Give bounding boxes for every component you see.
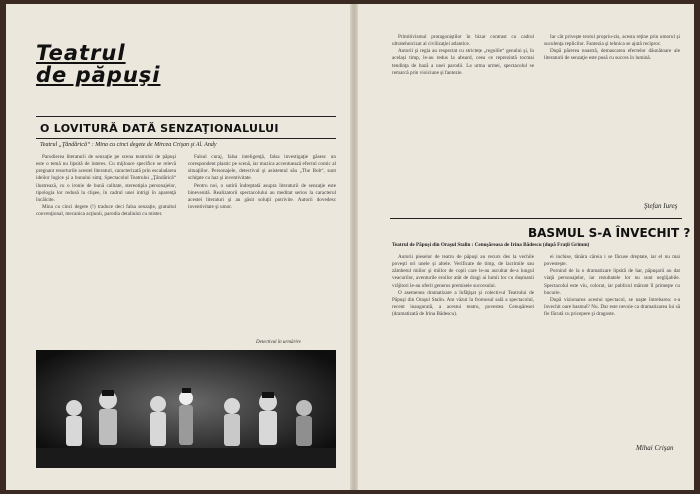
right-top-column-2 (544, 34, 680, 194)
paragraph: După părerea noastră, demascarea efectelor dăunătoare ale literaturii de senzaţie este pusă cu succes în lumină. (544, 48, 680, 62)
divider (390, 218, 682, 219)
paragraph: Iar cât priveşte textul propriu-zis, acesta reţine prin umorul şi suculenţa replicilor. Fantezia şi tehnica se ajută reciproc. (544, 34, 680, 48)
paragraph: După vizionarea acestui spectacol, se naşte întrebarea: s-a învechit oare basmul? Nu. Dar este nevoie ca dramatizarea lui să fie făcută cu pricepere şi dragoste. (544, 296, 680, 318)
author-signature: Ştefan Iureş (644, 202, 678, 210)
right-bottom-column-2 (544, 254, 680, 434)
puppet-show-photo (36, 350, 336, 468)
photo-caption: Detectivul în urmărire (256, 340, 301, 345)
article-headline: BASMUL S-A ÎNVECHIT ? (528, 226, 691, 240)
paragraph: Falsul curaj, falsa inteligenţă, falsa investigaţie găsesc un corespondent plastic pe scenă, iar muzica accentuează efectul comic al situaţiilor. Personajele, detectivul şi asistentul său „The Bob“, sunt schiţate cu haz şi inventivitate. (188, 154, 336, 182)
masthead-line-1: Teatrul (36, 41, 126, 65)
magazine-spread (6, 4, 694, 490)
paragraph: Autorii pieselor de teatru de păpuşi au recurs des la vechile poveşti ori unele şi altele. Verificate de timp, de lacrimile sau zâmbetul miilor şi miilor de copii care le-au ascultat de-a lungul veacurilor, aventurile eroilor atât de dragi ai lumii lor cu dușmanii vrăjitori le-au oferit generos premisele succesului. (392, 254, 534, 289)
article-byline: Teatrul de Păpuşi din Oraşul Stalin : Cenuşăreasa de Irina Bădescu (după Fraţii Grimm) (392, 242, 590, 248)
paragraph: Pornind de la o dramatizare lipsită de har, păpuşarii au dat viaţă personajelor, iar rezultatele lor nu sunt neglijabile. Spectacolul este viu, colorat, iar publicul mărunt îl primeşte cu bucurie. (544, 268, 680, 296)
article-byline: Teatrul „Ţăndărică“ : Mina cu cinci degete de Mircea Crişan şi Al. Andy (40, 142, 217, 148)
right-page (354, 4, 694, 490)
photo-illustration (36, 350, 336, 468)
paragraph: Primitivismul protagoniştilor în bizar contrast cu cadrul ultratehnicizat al civilizaţiei atlantice. (392, 34, 534, 48)
article-headline: O LOVITURĂ DATĂ SENZAŢIONALULUI (40, 122, 279, 135)
paragraph: Mina cu cinci degete (!) traduce deci falsa senzaţie, gratuitul convenţional, mecanica acţiunii, parodia detaliului cu mister. (36, 204, 176, 218)
divider (36, 116, 336, 117)
paragraph: O asemenea dramatizare a înfăţişat şi colectivul Teatrului de Păpuşi din Oraşul Stalin. Am văzut la fromosul sală a spectacolul, recent inaugurată, a acestui teatru, povestea Cenuşăresei (dramatizată de Irina Bădescu). (392, 289, 534, 318)
left-page (6, 4, 353, 490)
paragraph: Pentru noi, o satiră îndreptată asupra literaturii de senzaţie este binevenită. Realizatorii spectacolului au meditat serios la caracterul acestei literaturi şi au găsit soluţii potrivite. Autorii dovedesc inventivitate şi umor. (188, 182, 336, 211)
paragraph: ei inchise, tânăra căreia i se făcuse dreptate, iar el nu mai povesteşte. (544, 254, 680, 268)
section-masthead (36, 42, 186, 86)
divider (36, 138, 336, 139)
author-signature: Mihai Crişan (636, 444, 674, 452)
right-bottom-column-1 (392, 254, 534, 464)
paragraph: Parodierea literaturii de senzaţie pe scena teatrului de păpuşi este o temă nu lipsită de interes. Cu mijloace specifice se relevă pregnant resorturile acestei literaturi, caracterizată prin escaladarea ideilor logice şi a bunului simţ. Spectacolul Teatrului „Ţăndărică“ ilustrează, cu o ironie de bună calitate, stereotipia personajelor, tipologia lor redusă la clişee, în cadrul unei intrigi în aparenţă încâlcite. (36, 154, 176, 203)
masthead-line-2: de păpuşi (36, 63, 161, 87)
paragraph: Autorii şi regia au respectat cu strictețe „regulile“ genului şi, în același timp, le-au redus la absurd, ceea ce reprezintă tocmai tendinţa de bază a unei parodii. La urma urmei, spectacolul se remarcă prin vioiciune şi fantezie. (392, 48, 534, 76)
left-column-1 (36, 154, 176, 339)
right-top-column-1 (392, 34, 534, 200)
left-column-2 (188, 154, 336, 294)
